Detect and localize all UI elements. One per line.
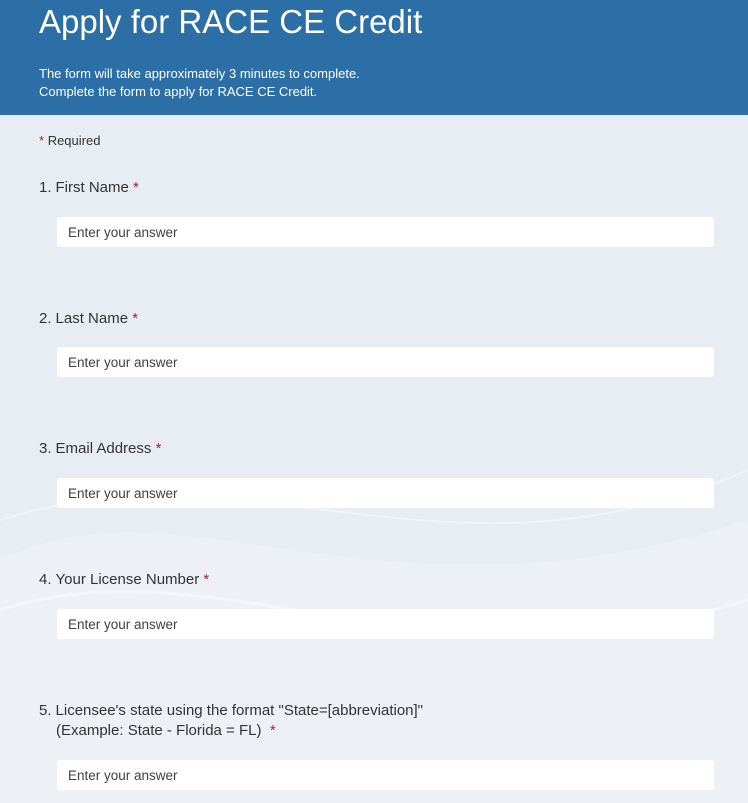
licensee-state-input[interactable] xyxy=(57,760,714,790)
question-first-name xyxy=(39,178,719,198)
form-description-line-2: Complete the form to apply for RACE CE Credit. xyxy=(39,84,318,99)
required-star: * xyxy=(155,440,162,457)
required-label: Required xyxy=(47,133,101,148)
first-name-input[interactable] xyxy=(57,217,714,247)
last-name-input[interactable] xyxy=(57,347,714,377)
required-star: * xyxy=(269,722,276,739)
form-body xyxy=(0,115,748,803)
required-star: * xyxy=(133,179,139,196)
question-number: 2. xyxy=(39,310,52,327)
question-license-number xyxy=(39,570,719,590)
form-description-line-1: The form will take approximately 3 minutes to complete. xyxy=(39,66,360,81)
question-number: 3. xyxy=(39,440,52,457)
question-number: 1. xyxy=(39,179,52,196)
question-label: Licensee's state using the format "State=[abbreviation]" xyxy=(55,702,423,719)
question-label: Email Address xyxy=(55,440,152,457)
form-header xyxy=(0,0,748,115)
question-title xyxy=(39,439,719,459)
form-description xyxy=(39,65,360,101)
question-title xyxy=(39,701,719,741)
form-title: Apply for RACE CE Credit xyxy=(39,3,423,40)
question-email xyxy=(39,439,719,459)
question-title xyxy=(39,178,719,198)
question-number: 4. xyxy=(39,571,52,588)
question-number: 5. xyxy=(39,702,52,719)
question-title xyxy=(39,309,719,329)
question-title xyxy=(39,570,719,590)
question-label: Last Name xyxy=(55,310,129,327)
question-licensee-state xyxy=(39,701,719,741)
required-star: * xyxy=(132,310,139,327)
question-last-name xyxy=(39,309,719,329)
question-label-line-2: (Example: State - Florida = FL) xyxy=(56,722,262,739)
email-input[interactable] xyxy=(57,478,714,508)
required-note xyxy=(39,133,100,148)
required-star: * xyxy=(39,133,45,148)
question-label: First Name xyxy=(55,179,129,196)
question-label: Your License Number xyxy=(55,571,200,588)
required-star: * xyxy=(203,571,210,588)
license-number-input[interactable] xyxy=(57,609,714,639)
